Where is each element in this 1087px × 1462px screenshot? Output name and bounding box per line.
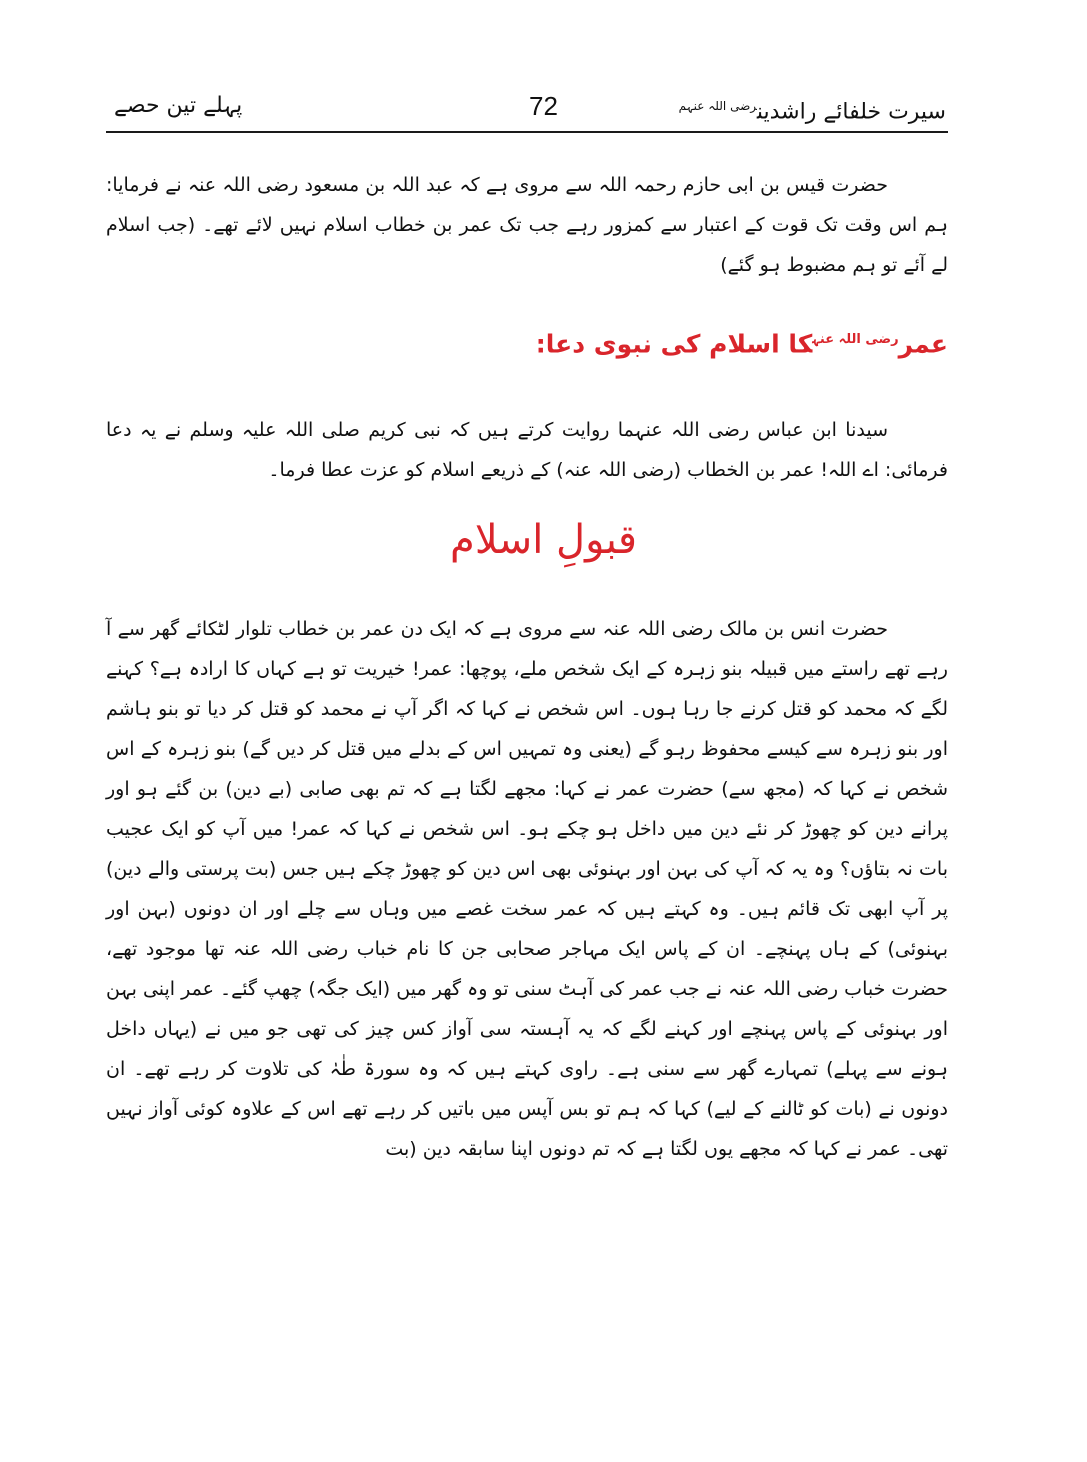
page-header [108, 88, 946, 128]
paragraph-ibn-abbas: سیدنا ابن عباس رضی اللہ عنہما روایت کرتے ہیں کہ نبی کریم صلی اللہ علیہ وسلم نے یہ دعا فرمائی: اے اللہ! عمر بن الخطاب (رضی اللہ عنہ) کے ذریعے اسلام کو عزت عطا فرما۔ [106, 419, 948, 481]
book-title-honorific: رضی اللہ عنہم [678, 99, 757, 113]
section-title: قبولِ اسلام [450, 517, 637, 563]
page-number: 72 [529, 91, 558, 121]
paragraph-anas-narration: حضرت انس بن مالک رضی اللہ عنہ سے مروی ہے کہ ایک دن عمر بن خطاب تلوار لٹکائے گھر سے آ رہے تھے راستے میں قبیلہ بنو زہرہ کے ایک شخص ملے، پوچھا: عمر! خیریت تو ہے کہاں کا ارادہ ہے؟ کہنے لگے کہ محمد کو قتل کرنے جا رہا ہوں۔ اس شخص نے کہا کہ اگر آپ نے محمد کو قتل کر دیا تو بنو ہاشم اور بنو زہرہ سے کیسے محفوظ رہو گے (یعنی وہ تمہیں اس کے بدلے میں قتل کر دیں گے) بنو زہرہ کے اس شخص نے کہا کہ (مجھ سے) حضرت عمر نے کہا: مجھے لگتا ہے کہ تم بھی صابی (بے دین) بن گئے ہو اور پرانے دین کو چھوڑ کر نئے دین میں داخل ہو چکے ہو۔ اس شخص نے کہا کہ عمر! میں آپ کو ایک عجیب بات نہ بتاؤں؟ وہ یہ کہ آپ کی بہن اور بہنوئی بھی اس دین کو چھوڑ چکے ہیں جس (بت پرستی والے دین) پر آپ ابھی تک قائم ہیں۔ وہ کہتے ہیں کہ عمر سخت غصے میں وہاں سے چلے اور ان دونوں (بہن اور بہنوئی) کے ہاں پہنچے۔ ان کے پاس ایک مہاجر صحابی جن کا نام خباب رضی اللہ عنہ تھا موجود تھے، حضرت خباب رضی اللہ عنہ نے جب عمر کی آہٹ سنی تو وہ گھر میں (ایک جگہ) چھپ گئے۔ عمر اپنی بہن اور بہنوئی کے پاس پہنچے اور کہنے لگے کہ یہ آہستہ سی آواز کس چیز کی تھی جو میں نے (یہاں داخل ہونے سے پہلے) تمہارے گھر سے سنی ہے۔ راوی کہتے ہیں کہ وہ سورۃ طٰہٰ کی تلاوت کر رہے تھے۔ ان دونوں نے (بات کو ٹالنے کے لیے) کہا کہ ہم تو بس آپس میں باتیں کر رہے تھے اس کے علاوہ کوئی آواز نہیں تھی۔ عمر نے کہا کہ مجھے یوں لگتا ہے کہ تم دونوں اپنا سابقہ دین (بت [106, 618, 948, 1160]
dua-subheading [536, 320, 948, 364]
book-title-text: سیرت خلفائے راشدین [756, 99, 946, 125]
subheading-text: کا اسلام کی نبوی دعا: [535, 329, 813, 359]
paragraph-ibn-masud: حضرت قیس بن ابی حازم رحمہ اللہ سے مروی ہے کہ عبد اللہ بن مسعود رضی اللہ عنہ نے فرمایا: ہم اس وقت تک قوت کے اعتبار سے کمزور رہے جب تک عمر بن خطاب اسلام نہیں لائے تھے۔ (جب اسلام لے آئے تو ہم مضبوط ہو گئے) [106, 174, 948, 276]
subheading-honorific: رضی اللہ عنہ [812, 332, 899, 347]
book-title [679, 92, 946, 126]
part-label: پہلے تین حصے [114, 93, 243, 118]
subheading-name: عمر [898, 329, 948, 359]
header-divider [106, 131, 948, 133]
